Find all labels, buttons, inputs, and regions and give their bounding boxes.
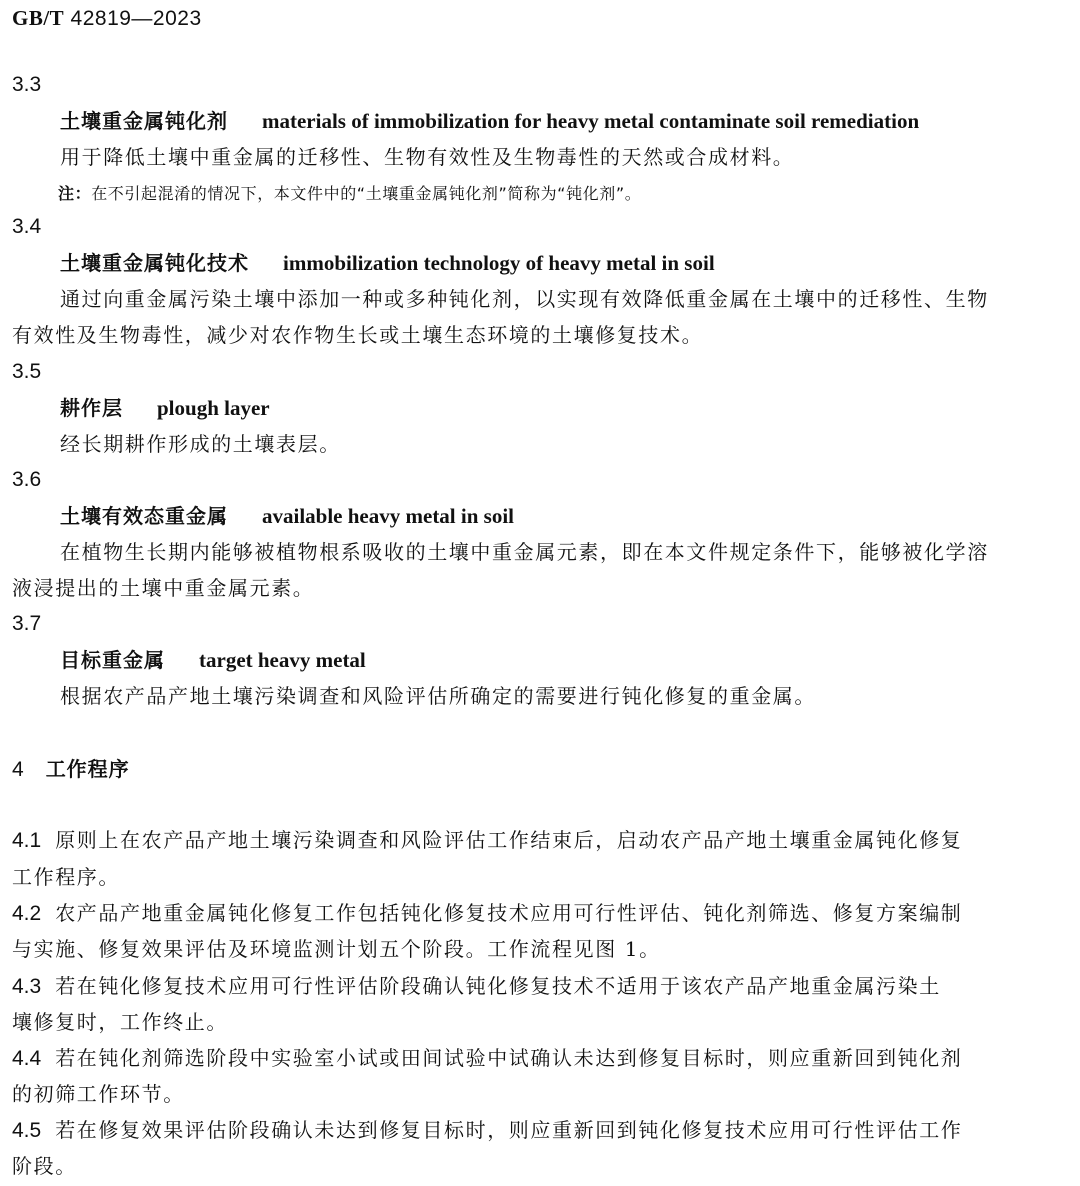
chapter-title: 工作程序	[45, 757, 130, 781]
term-definition: 根据农产品产地土壤污染调查和风险评估所确定的需要进行钝化修复的重金属。	[60, 684, 816, 708]
chapter-number: 4	[12, 758, 24, 781]
clause-first-line	[12, 900, 962, 927]
term-heading	[60, 647, 366, 673]
clause-continuation: 壤修复时，工作终止。	[12, 1010, 228, 1034]
term-heading	[60, 395, 270, 421]
clause-first-line	[12, 827, 962, 854]
term-definition-line: 液浸提出的土壤中重金属元素。	[12, 576, 315, 600]
clause-number: 4.1	[12, 829, 42, 852]
clause-number: 4.4	[12, 1047, 42, 1070]
term-english: materials of immobilization for heavy metal contaminate soil remediation	[262, 109, 920, 133]
clause-first-line	[12, 973, 941, 1000]
clause-text: 原则上在农产品产地土壤污染调查和风险评估工作结束后，启动农产品产地土壤重金属钝化修复	[55, 828, 963, 852]
clause-continuation: 与实施、修复效果评估及环境监测计划五个阶段。工作流程见图 1。	[12, 937, 661, 961]
clause-continuation: 的初筛工作环节。	[12, 1082, 185, 1106]
clause-first-line	[12, 1045, 962, 1072]
term-number: 3.7	[12, 612, 42, 635]
term-heading	[60, 108, 919, 134]
term-definition-line: 在植物生长期内能够被植物根系吸收的土壤中重金属元素，即在本文件规定条件下，能够被化学溶	[60, 540, 989, 564]
term-english: target heavy metal	[199, 648, 366, 672]
clause-text: 农产品产地重金属钝化修复工作包括钝化修复技术应用可行性评估、钝化剂筛选、修复方案编制	[55, 901, 963, 925]
term-definition-line: 通过向重金属污染土壤中添加一种或多种钝化剂，以实现有效降低重金属在土壤中的迁移性、生物	[60, 287, 989, 311]
clause-first-line	[12, 1117, 962, 1144]
term-chinese: 耕作层	[60, 396, 123, 420]
term-note	[58, 181, 641, 207]
standard-number: 42819—2023	[70, 7, 202, 30]
clause-text: 若在修复效果评估阶段确认未达到修复目标时，则应重新回到钝化修复技术应用可行性评估工作	[55, 1118, 963, 1142]
term-definition: 经长期耕作形成的土壤表层。	[60, 432, 341, 456]
term-number: 3.3	[12, 73, 42, 96]
term-definition: 用于降低土壤中重金属的迁移性、生物有效性及生物毒性的天然或合成材料。	[60, 145, 795, 169]
standard-prefix: GB/T	[12, 6, 65, 30]
clause-text: 若在钝化修复技术应用可行性评估阶段确认钝化修复技术不适用于该农产品产地重金属污染土	[55, 974, 941, 998]
term-number: 3.4	[12, 215, 42, 238]
term-number: 3.6	[12, 468, 42, 491]
chapter-heading	[12, 756, 130, 783]
note-text: 在不引起混淆的情况下，本文件中的“土壤重金属钝化剂”简称为“钝化剂”。	[91, 184, 642, 203]
term-chinese: 土壤重金属钝化剂	[60, 109, 228, 133]
clause-number: 4.5	[12, 1119, 42, 1142]
clause-continuation: 阶段。	[12, 1154, 77, 1178]
term-chinese: 目标重金属	[60, 648, 165, 672]
clause-number: 4.2	[12, 902, 42, 925]
term-english: available heavy metal in soil	[262, 504, 514, 528]
term-number: 3.5	[12, 360, 42, 383]
note-label: 注：	[58, 184, 92, 203]
term-chinese: 土壤有效态重金属	[60, 504, 228, 528]
standard-header	[12, 6, 202, 31]
term-heading	[60, 250, 715, 276]
term-chinese: 土壤重金属钝化技术	[60, 251, 249, 275]
clause-text: 若在钝化剂筛选阶段中实验室小试或田间试验中试确认未达到修复目标时，则应重新回到钝化剂	[55, 1046, 963, 1070]
term-english: plough layer	[157, 396, 270, 420]
term-definition-line: 有效性及生物毒性，减少对农作物生长或土壤生态环境的土壤修复技术。	[12, 323, 704, 347]
clause-number: 4.3	[12, 975, 42, 998]
term-english: immobilization technology of heavy metal in soil	[283, 251, 715, 275]
clause-continuation: 工作程序。	[12, 865, 120, 889]
term-heading	[60, 503, 514, 529]
